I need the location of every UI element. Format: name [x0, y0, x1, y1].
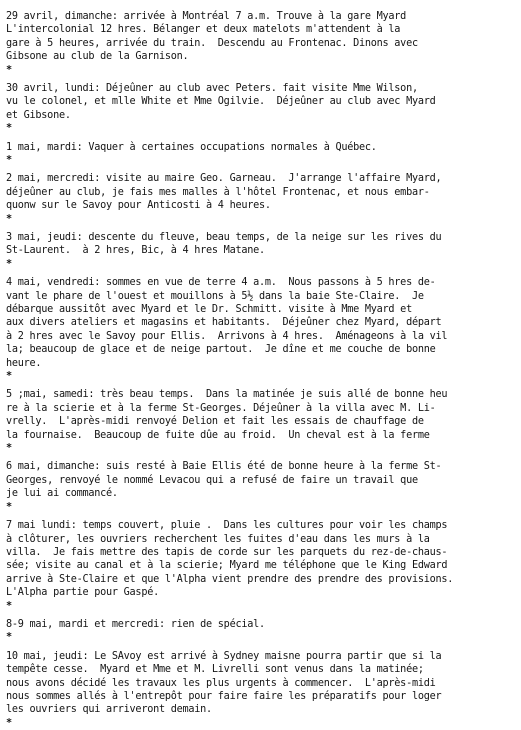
entry-line: tempête cesse. Myard et Mme et M. Livrelli sont venus dans la matinée;	[6, 664, 424, 676]
entry-line: Gibsone au club de la Garnison.	[6, 51, 189, 63]
entry-line: gare à 5 heures, arrivée du train. Descendu au Frontenac. Dinons avec	[6, 37, 418, 49]
entry-separator: *	[6, 123, 12, 135]
diary-entry-30-avril	[6, 82, 515, 136]
diary-entry-10-mai	[6, 650, 515, 730]
entry-line: aux divers ateliers et magasins et habitants. Déjeûner chez Myard, départ	[6, 317, 442, 329]
entry-line: arrive à Ste-Claire et que l'Alpha vient prendre des prendre des provisions.	[6, 573, 454, 585]
entry-line: nous sommes allés à l'entrepôt pour faire faire les préparatifs pour loger	[6, 690, 442, 702]
entry-line: 3 mai, jeudi: descente du fleuve, beau temps, de la neige sur les rives du	[6, 232, 442, 244]
entry-separator: *	[6, 717, 12, 729]
entry-separator: *	[6, 600, 12, 612]
entry-line: 5 ;mai, samedi: très beau temps. Dans la matinée je suis allé de bonne heu	[6, 389, 448, 401]
entry-line: 4 mai, vendredi: sommes en vue de terre 4 a.m. Nous passons à 5 hres de-	[6, 277, 436, 289]
diary-entry-29-avril	[6, 10, 515, 77]
diary-entry-1-mai	[6, 141, 515, 168]
entry-line: 8-9 mai, mardi et mercredi: rien de spécial.	[6, 618, 265, 630]
entry-separator: *	[6, 155, 12, 167]
entry-separator: *	[6, 632, 12, 644]
entry-line: la; beaucoup de glace et de neige partout. Je dîne et me couche de bonne	[6, 344, 436, 356]
entry-line: la fournaise. Beaucoup de fuite dûe au froid. Un cheval est à la ferme	[6, 429, 430, 441]
entry-line: St-Laurent. à 2 hres, Bic, à 4 hres Matane.	[6, 245, 265, 257]
diary-entry-2-mai	[6, 172, 515, 226]
entry-line: 10 mai, jeudi: Le SAvoy est arrivé à Sydney maisne pourra partir que si la	[6, 650, 442, 662]
entry-line: quonw sur le Savoy pour Anticosti à 4 heures.	[6, 200, 271, 212]
entry-line: Georges, renvoyé le nommé Levacou qui a refusé de faire un travail que	[6, 474, 418, 486]
entry-line: villa. Je fais mettre des tapis de corde sur les parquets du rez-de-chaus-	[6, 546, 448, 558]
entry-separator: *	[6, 443, 12, 455]
entry-line: heure.	[6, 357, 42, 369]
diary-entry-5-mai	[6, 388, 515, 455]
entry-line: sée; visite au canal et à la scierie; Myard me téléphone que le King Edward	[6, 560, 448, 572]
diary-entry-4-mai	[6, 276, 515, 383]
entry-line: 1 mai, mardi: Vaquer à certaines occupations normales à Québec.	[6, 141, 377, 153]
entry-line: 6 mai, dimanche: suis resté à Baie Ellis été de bonne heure à la ferme St-	[6, 461, 442, 473]
entry-line: débarque aussitôt avec Myard et le Dr. Schmitt. visite à Mme Myard et	[6, 304, 412, 316]
entry-line: L'Alpha partie pour Gaspé.	[6, 587, 159, 599]
entry-line: nous avons décidé les travaux les plus urgents à commencer. L'après-midi	[6, 677, 436, 689]
entry-line: 30 avril, lundi: Déjeûner au club avec Peters. fait visite Mme Wilson,	[6, 83, 418, 95]
entry-line: à clôturer, les ouvriers recherchent les fuites d'eau dans les murs à la	[6, 533, 430, 545]
entry-line: 29 avril, dimanche: arrivée à Montréal 7 a.m. Trouve à la gare Myard	[6, 11, 407, 22]
entry-line: déjeûner au club, je fais mes malles à l'hôtel Frontenac, et nous embar-	[6, 186, 430, 198]
diary-entry-3-mai	[6, 231, 515, 271]
entry-separator: *	[6, 213, 12, 225]
entry-line: et Gibsone.	[6, 109, 71, 121]
entry-separator: *	[6, 258, 12, 270]
entry-line: 2 mai, mercredi: visite au maire Geo. Garneau. J'arrange l'affaire Myard,	[6, 173, 442, 185]
entry-separator: *	[6, 501, 12, 513]
entry-line: vant le phare de l'ouest et mouillons à 5½ dans la baie Ste-Claire. Je	[6, 290, 424, 302]
entry-separator: *	[6, 64, 12, 76]
entry-line: vu le colonel, et mlle White et Mme Ogilvie. Déjeûner au club avec Myard	[6, 96, 436, 108]
entry-separator: *	[6, 371, 12, 383]
diary-entry-8-9-mai	[6, 618, 515, 645]
entry-line: à 2 hres avec le Savoy pour Ellis. Arrivons à 4 hres. Aménageons à la vil	[6, 330, 448, 342]
entry-line: les ouvriers qui arriveront demain.	[6, 704, 212, 716]
diary-entry-7-mai	[6, 519, 515, 613]
entry-line: vrelly. L'après-midi renvoyé Delion et fait les essais de chauffage de	[6, 416, 424, 428]
entry-line: 7 mai lundi: temps couvert, pluie . Dans les cultures pour voir les champs	[6, 520, 448, 532]
entry-line: L'intercolonial 12 hres. Bélanger et deux matelots m'attendent à la	[6, 24, 401, 36]
entry-line: re à la scierie et à la ferme St-Georges. Déjeûner à la villa avec M. Li-	[6, 402, 436, 414]
entry-line: je lui ai commancé.	[6, 488, 118, 500]
diary-entry-6-mai	[6, 460, 515, 514]
